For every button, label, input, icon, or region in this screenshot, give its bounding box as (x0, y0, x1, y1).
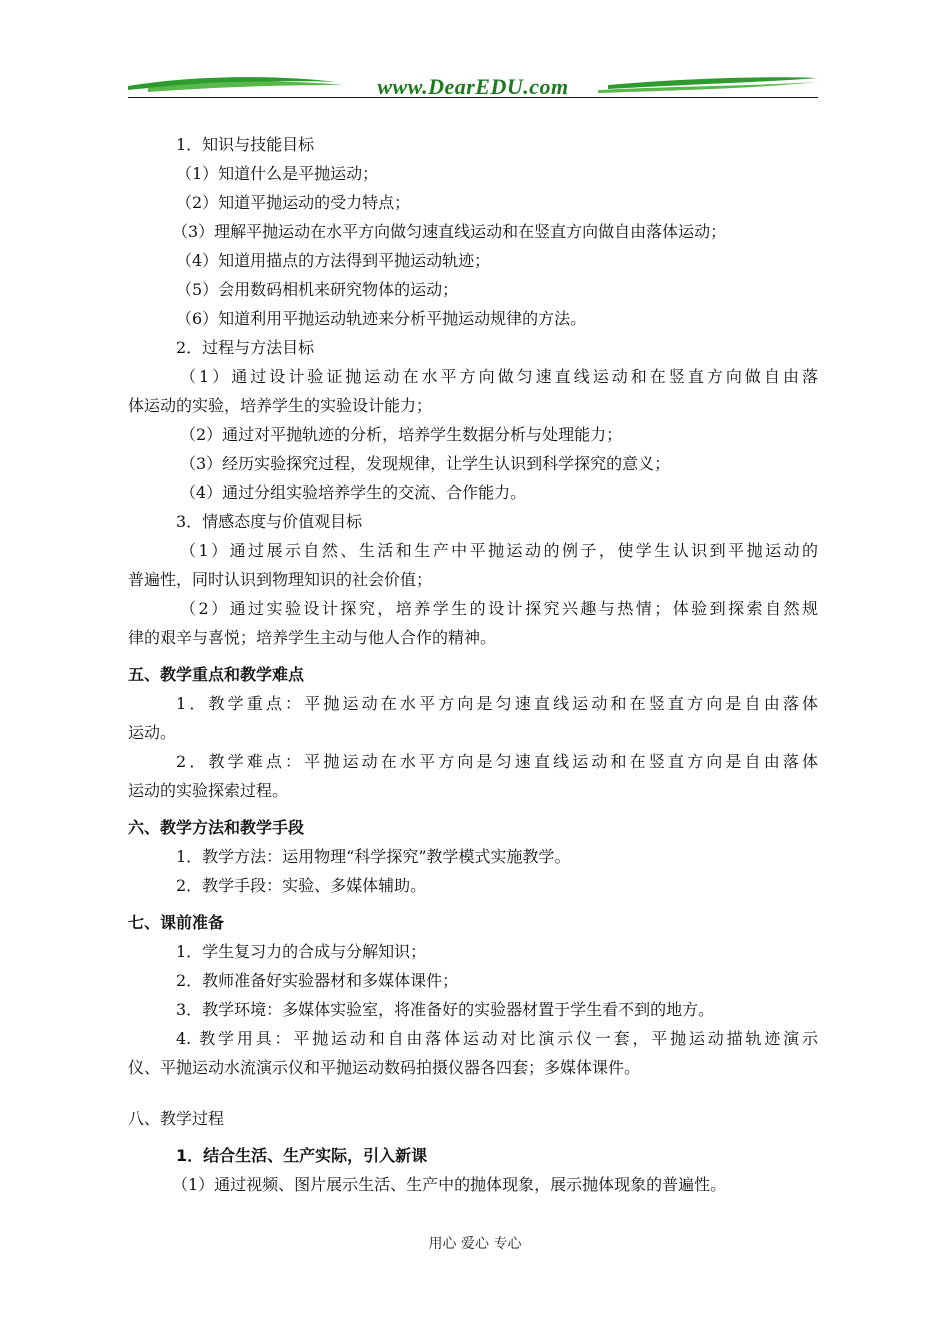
emotion-item-2-line1: （2）通过实验设计探究，培养学生的设计探究兴趣与热情；体验到探索自然规 (180, 599, 818, 618)
emotion-item-2-line2: 律的艰辛与喜悦；培养学生主动与他人合作的精神。 (128, 628, 497, 647)
goal-title-process: 2．过程与方法目标 (176, 338, 315, 357)
prep-item: 3．教学环境：多媒体实验室，将准备好的实验器材置于学生看不到的地方。 (176, 1000, 715, 1019)
process-item-1-line1: （1）通过设计验证抛运动在水平方向做匀速直线运动和在竖直方向做自由落 (180, 367, 818, 386)
header-rule (128, 97, 818, 98)
difficulty-line2: 运动的实验探索过程。 (128, 781, 289, 800)
section-heading-7: 七、课前准备 (128, 913, 225, 932)
process-item-1-line2: 体运动的实验，培养学生的实验设计能力； (128, 396, 433, 415)
goal-title-emotion: 3．情感态度与价值观目标 (176, 512, 363, 531)
process-item: （3）经历实验探究过程，发现规律，让学生认识到科学探究的意义； (180, 454, 671, 473)
goal-item: （4）知道用描点的方法得到平抛运动轨迹； (176, 251, 491, 270)
key-point-line1: 1．教学重点：平抛运动在水平方向是匀速直线运动和在竖直方向是自由落体 (176, 694, 818, 713)
section-heading-5: 五、教学重点和教学难点 (128, 665, 305, 684)
goal-item: （6）知道利用平抛运动轨迹来分析平抛运动规律的方法。 (176, 309, 587, 328)
key-point-line2: 运动。 (128, 723, 177, 742)
page-footer: 用心 爱心 专心 (428, 1236, 522, 1252)
process-item: （2）通过对平抛轨迹的分析，培养学生数据分析与处理能力； (180, 425, 623, 444)
method-item: 1．教学方法：运用物理“科学探究”教学模式实施教学。 (176, 847, 571, 866)
goal-item: （5）会用数码相机来研究物体的运动； (176, 280, 459, 299)
prep-item-4-line2: 仪、平抛运动水流演示仪和平抛运动数码拍摄仪器各四套；多媒体课件。 (128, 1058, 641, 1077)
difficulty-line1: 2．教学难点：平抛运动在水平方向是匀速直线运动和在竖直方向是自由落体 (176, 752, 818, 771)
process-subheading-1: 1．结合生活、生产实际，引入新课 (176, 1146, 428, 1165)
process-step-item: （1）通过视频、图片展示生活、生产中的抛体现象，展示抛体现象的普遍性。 (172, 1175, 727, 1194)
prep-item: 1．学生复习力的合成与分解知识； (176, 942, 427, 961)
emotion-item-1-line1: （1）通过展示自然、生活和生产中平抛运动的例子，使学生认识到平抛运动的 (180, 541, 818, 560)
goal-item: （3）理解平抛运动在水平方向做匀速直线运动和在竖直方向做自由落体运动； (172, 222, 727, 241)
prep-item-4-line1: 4. 教学用具：平抛运动和自由落体运动对比演示仪一套，平抛运动描轨迹演示 (176, 1029, 818, 1048)
prep-item: 2．教师准备好实验器材和多媒体课件； (176, 971, 459, 990)
goal-title-knowledge: 1．知识与技能目标 (176, 135, 315, 154)
site-name[interactable]: www.DearEDU.com (377, 74, 569, 99)
emotion-item-1-line2: 普遍性，同时认识到物理知识的社会价值； (128, 570, 433, 589)
section-heading-8: 八、教学过程 (128, 1109, 225, 1128)
process-item: （4）通过分组实验培养学生的交流、合作能力。 (180, 483, 527, 502)
site-header-banner (128, 68, 818, 108)
section-heading-6: 六、教学方法和教学手段 (128, 818, 305, 837)
goal-item: （1）知道什么是平抛运动； (176, 164, 379, 183)
document-body (128, 130, 818, 1199)
method-item: 2．教学手段：实验、多媒体辅助。 (176, 876, 427, 895)
goal-item: （2）知道平抛运动的受力特点； (176, 193, 411, 212)
